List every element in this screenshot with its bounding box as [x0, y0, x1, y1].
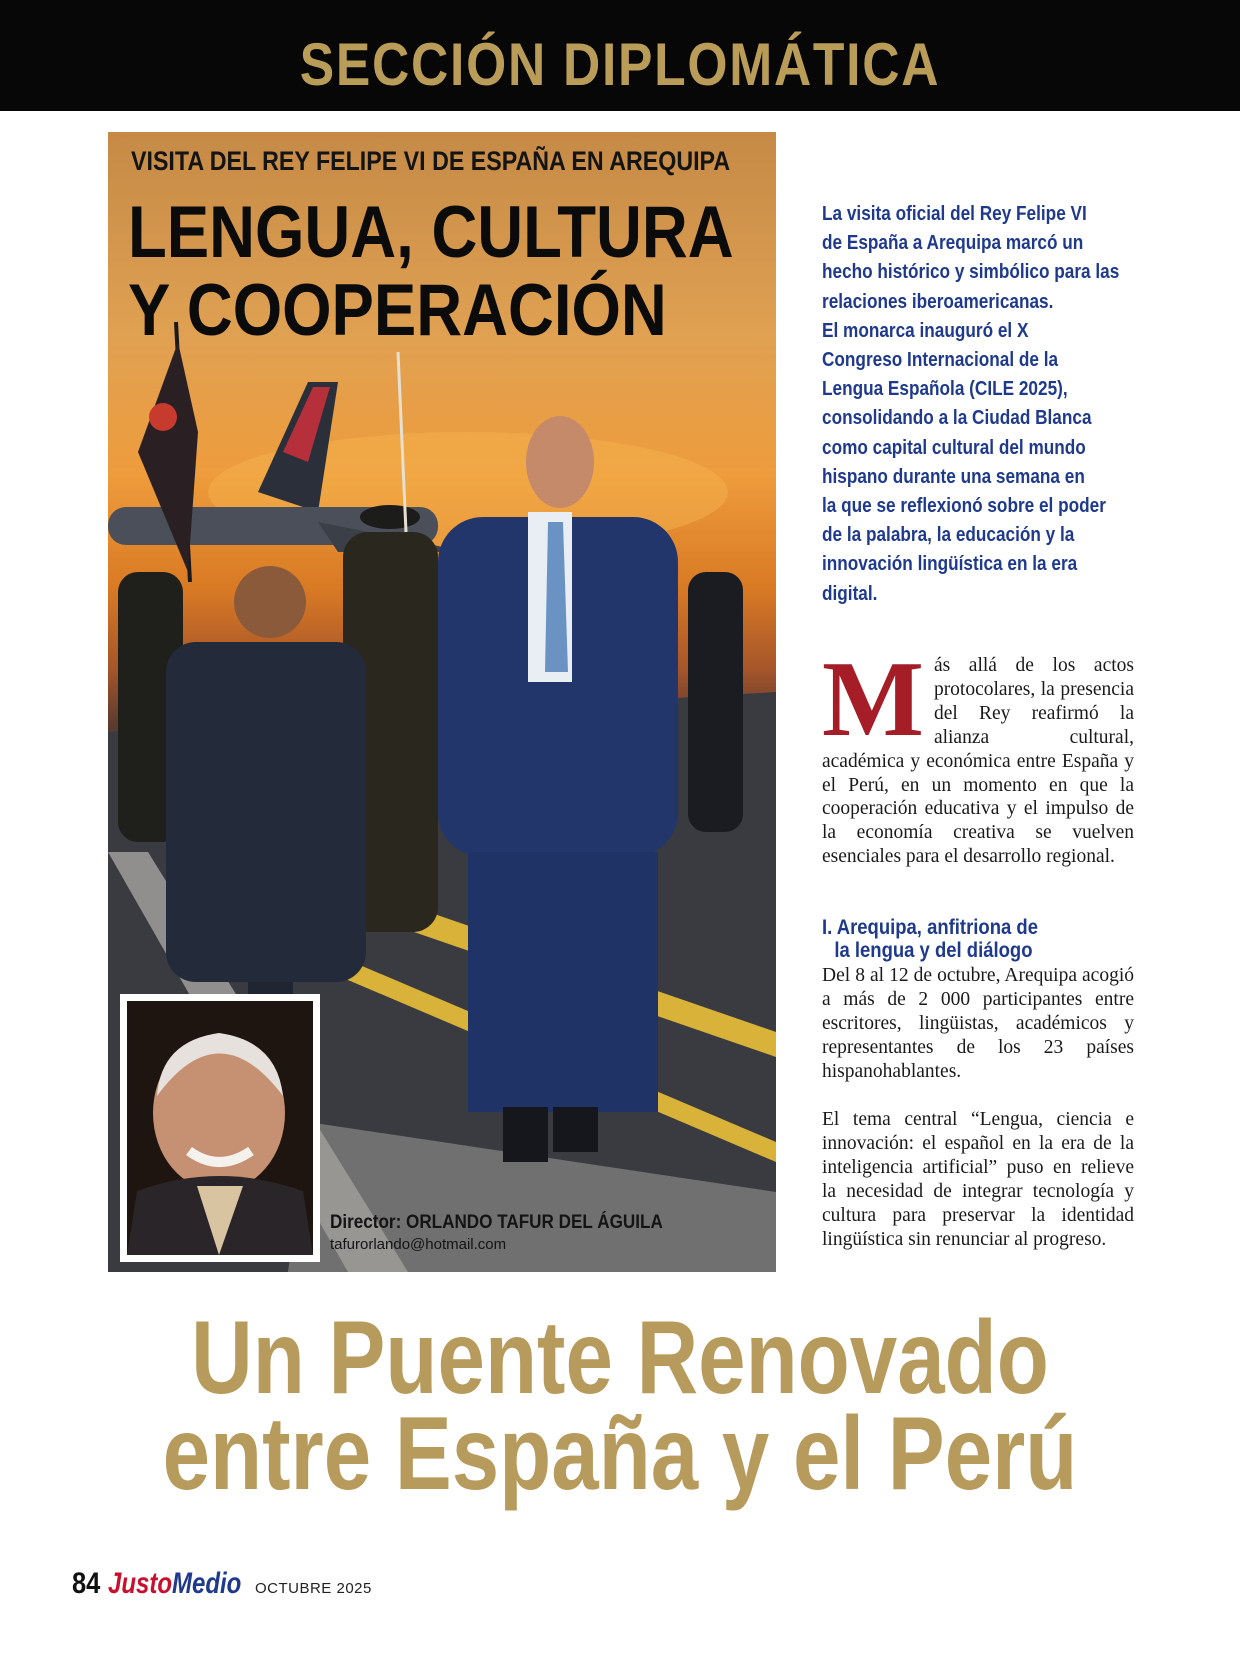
subhead-line-2: la lengua y del diálogo [834, 939, 1033, 962]
director-portrait-frame [120, 994, 320, 1262]
main-title-line-1: Un Puente Renovado [191, 1300, 1049, 1416]
article-paragraph-1 [822, 640, 1134, 869]
intro-line: Lengua Española (CILE 2025), [822, 378, 1068, 401]
subhead-line-1: I. Arequipa, anfitriona de [822, 916, 1038, 939]
feature-photo [108, 132, 776, 1272]
article-subhead [822, 916, 1038, 962]
intro-line: hecho histórico y simbólico para las [822, 261, 1120, 284]
drop-cap: M [822, 640, 924, 759]
paragraph-text: ás allá de los actos protocolares, la presencia del Rey reafirmó la alianza cultural, académica y económica entre España y el Perú, en un momento en que la cooperación educativa y el impulso de la economía creativa se vuelven esenciales para el desarrollo regional. [822, 655, 1134, 868]
section-title: SECCIÓN DIPLOMÁTICA [299, 31, 941, 98]
article-paragraph-2 [822, 964, 1134, 1084]
main-title-line-2: entre España y el Perú [162, 1396, 1078, 1512]
director-email: tafurorlando@hotmail.com [330, 1236, 507, 1253]
logo-part-1: Justo [107, 1567, 172, 1600]
intro-line: como capital cultural del mundo [822, 436, 1086, 459]
intro-line: innovación lingüística en la era [822, 553, 1078, 576]
director-portrait [127, 1001, 313, 1255]
intro-line: la que se reflexionó sobre el poder [822, 495, 1106, 518]
intro-line: consolidando a la Ciudad Blanca [822, 407, 1092, 430]
logo-part-2: Medio [171, 1567, 242, 1600]
feature-headline [128, 194, 734, 350]
paragraph-text: Del 8 al 12 de octubre, Arequipa acogió a más de 2 000 participantes entre escritores, lingüistas, académicos y representantes de los 23 países hispanohablantes. [822, 965, 1134, 1082]
article-paragraph-3 [822, 1108, 1134, 1251]
intro-line: hispano durante una semana en [822, 465, 1085, 488]
page-number: 84 [72, 1567, 101, 1600]
intro-line: El monarca inauguró el X [822, 319, 1029, 342]
section-header-bar [0, 0, 1240, 111]
headline-line-2: Y COOPERACIÓN [128, 270, 667, 351]
intro-line: de España a Arequipa marcó un [822, 232, 1084, 255]
feature-kicker: VISITA DEL REY FELIPE VI DE ESPAÑA EN AREQUIPA [131, 146, 731, 176]
page-footer [72, 1567, 372, 1607]
intro-line: digital. [822, 582, 878, 605]
headline-line-1: LENGUA, CULTURA [128, 192, 734, 273]
intro-line: Congreso Internacional de la [822, 349, 1059, 372]
intro-line: La visita oficial del Rey Felipe VI [822, 203, 1087, 225]
intro-line: relaciones iberoamericanas. [822, 290, 1054, 313]
paragraph-text: El tema central “Lengua, ciencia e innovación: el español en la era de la inteligencia artificial” puso en relieve la necesidad de integrar tecnología y cultura para preservar la identidad lingüística sin renunciar al progreso. [822, 1109, 1134, 1250]
issue-date: OCTUBRE 2025 [254, 1580, 372, 1597]
director-credit [330, 1212, 700, 1253]
director-name: Director: ORLANDO TAFUR DEL ÁGUILA [330, 1212, 663, 1233]
intro-summary [822, 200, 1152, 609]
magazine-logo [108, 1567, 241, 1601]
intro-line: de la palabra, la educación y la [822, 524, 1075, 547]
